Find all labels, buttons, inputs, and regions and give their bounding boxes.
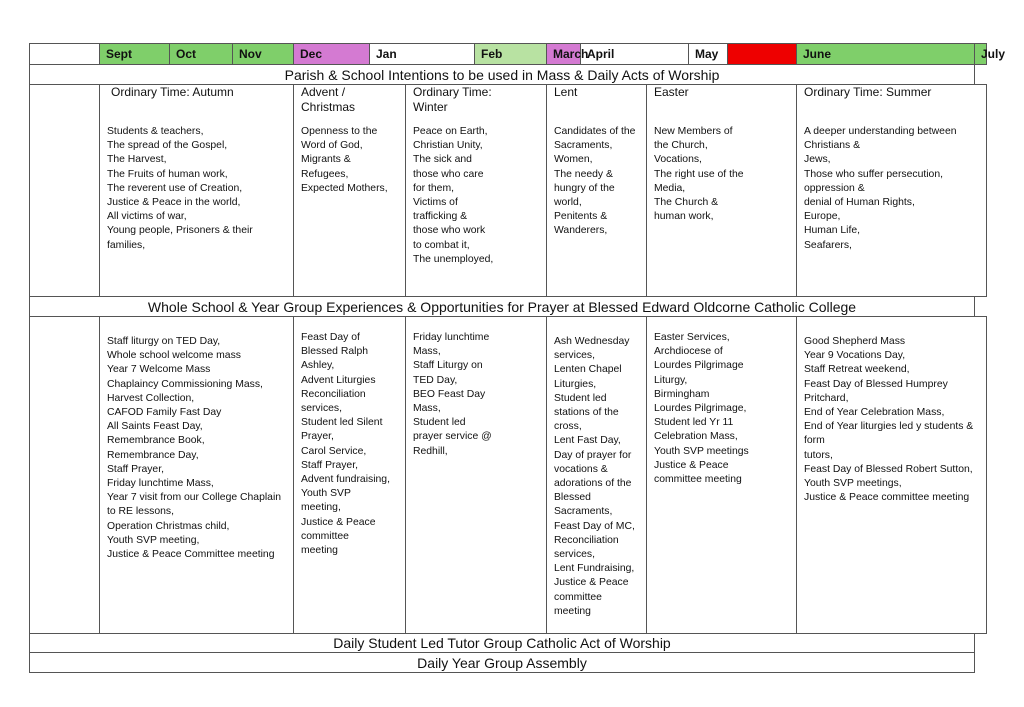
assembly-band-row: [30, 653, 987, 673]
season-name-lent: Lent: [554, 85, 578, 99]
season-name-winter: Ordinary Time: Winter: [413, 85, 492, 114]
experiences-list-winter: Friday lunchtime Mass, Staff Liturgy on TED Day, BEO Feast Day Mass, Student led prayer service @ Redhill,: [413, 332, 492, 457]
month-march: March: [547, 44, 581, 65]
experiences-band-row: [30, 297, 987, 317]
experiences-list-advent: Feast Day of Blessed Ralph Ashley, Advent Liturgies Reconciliation services, Student led Silent Prayer, Carol Service, Staff Prayer, Advent fundraising, Youth SVP meeting, Justice & Peace committee meeting: [301, 332, 390, 557]
intentions-list-lent: Candidates of the Sacraments, Women, The needy & hungry of the world, Penitents & Wanderers,: [554, 126, 636, 237]
season-name-easter: Easter: [654, 85, 689, 99]
experiences-list-summer: Good Shepherd Mass Year 9 Vocations Day, Staff Retreat weekend, Feast Day of Blessed Humprey Pritchard, End of Year Celebration Mass, End of Year liturgies led y students & form tutors, Feast Day of Blessed Robert Sutton, Youth SVP meetings, Justice & Peace committee meeting: [804, 336, 974, 504]
experiences-cell-autumn: [100, 317, 294, 634]
season-cell-summer: [797, 85, 987, 297]
month-dec: Dec: [294, 44, 370, 65]
worship-calendar-table: [29, 43, 1006, 673]
month-header-row: [30, 44, 987, 65]
month-red-marker: [728, 44, 797, 65]
experiences-cell-lent: [547, 317, 647, 634]
season-name-autumn: Ordinary Time: Autumn: [111, 85, 234, 99]
intentions-row: [30, 85, 987, 297]
intentions-heading: Parish & School Intentions to be used in Mass & Daily Acts of Worship: [30, 65, 975, 85]
intentions-list-winter: Peace on Earth, Christian Unity, The sick and those who care for them, Victims of trafficking & those who work to combat it, The unemployed,: [413, 126, 494, 265]
month-july: July: [975, 44, 987, 65]
month-header-blank: [30, 44, 100, 65]
experiences-row: [30, 317, 987, 634]
season-cell-lent: [547, 85, 647, 297]
season-cell-autumn: [100, 85, 294, 297]
experiences-heading: Whole School & Year Group Experiences & Opportunities for Prayer at Blessed Edward Oldcorne Catholic College: [30, 297, 975, 317]
experiences-list-autumn: Staff liturgy on TED Day, Whole school welcome mass Year 7 Welcome Mass Chaplaincy Commissioning Mass, Harvest Collection, CAFOD Family Fast Day All Saints Feast Day, Remembrance Book, Remembrance Day, Staff Prayer, Friday lunchtime Mass, Year 7 visit from our College Chaplain to RE lessons, Operation Christmas child, Youth SVP meeting, Justice & Peace Committee meeting: [107, 336, 282, 561]
season-cell-easter: [647, 85, 797, 297]
experiences-row-label: [30, 317, 100, 634]
assembly-heading: Daily Year Group Assembly: [30, 653, 975, 673]
tutor-band-row: [30, 634, 987, 653]
experiences-cell-summer: [797, 317, 987, 634]
month-feb: Feb: [475, 44, 547, 65]
season-cell-advent: [294, 85, 406, 297]
intentions-list-autumn: Students & teachers, The spread of the Gospel, The Harvest, The Fruits of human work, The reverent use of Creation, Justice & Peace in the world, All victims of war, Young people, Prisoners & their families,: [107, 126, 253, 251]
season-name-advent: Advent / Christmas: [301, 85, 356, 114]
intentions-band-row: [30, 65, 987, 85]
month-may: May: [689, 44, 728, 65]
month-june: June: [797, 44, 975, 65]
experiences-cell-winter: [406, 317, 547, 634]
month-nov: Nov: [233, 44, 294, 65]
experiences-cell-easter: [647, 317, 797, 634]
experiences-cell-advent: [294, 317, 406, 634]
intentions-list-advent: Openness to the Word of God, Migrants & Refugees, Expected Mothers,: [301, 126, 388, 194]
tutor-worship-heading: Daily Student Led Tutor Group Catholic Act of Worship: [30, 634, 975, 653]
experiences-list-easter: Easter Services, Archdiocese of Lourdes Pilgrimage Liturgy, Birmingham Lourdes Pilgrimage, Student led Yr 11 Celebration Mass, Youth SVP meetings Justice & Peace committee meeting: [654, 332, 749, 486]
season-name-summer: Ordinary Time: Summer: [804, 85, 932, 99]
month-sept: Sept: [100, 44, 170, 65]
month-jan: Jan: [370, 44, 475, 65]
season-cell-winter: [406, 85, 547, 297]
experiences-list-lent: Ash Wednesday services, Lenten Chapel Liturgies, Student led stations of the cross, Lent Fast Day, Day of prayer for vocations & adorations of the Blessed Sacraments, Feast Day of MC, Reconciliation services, Lent Fundraising, Justice & Peace committee meeting: [554, 336, 635, 617]
month-oct: Oct: [170, 44, 233, 65]
intentions-row-label: [30, 85, 100, 297]
month-april: April: [581, 44, 689, 65]
intentions-list-easter: New Members of the Church, Vocations, The right use of the Media, The Church & human work,: [654, 126, 744, 223]
intentions-list-summer: A deeper understanding between Christians & Jews, Those who suffer persecution, oppression & denial of Human Rights, Europe, Human Life, Seafarers,: [804, 126, 957, 251]
